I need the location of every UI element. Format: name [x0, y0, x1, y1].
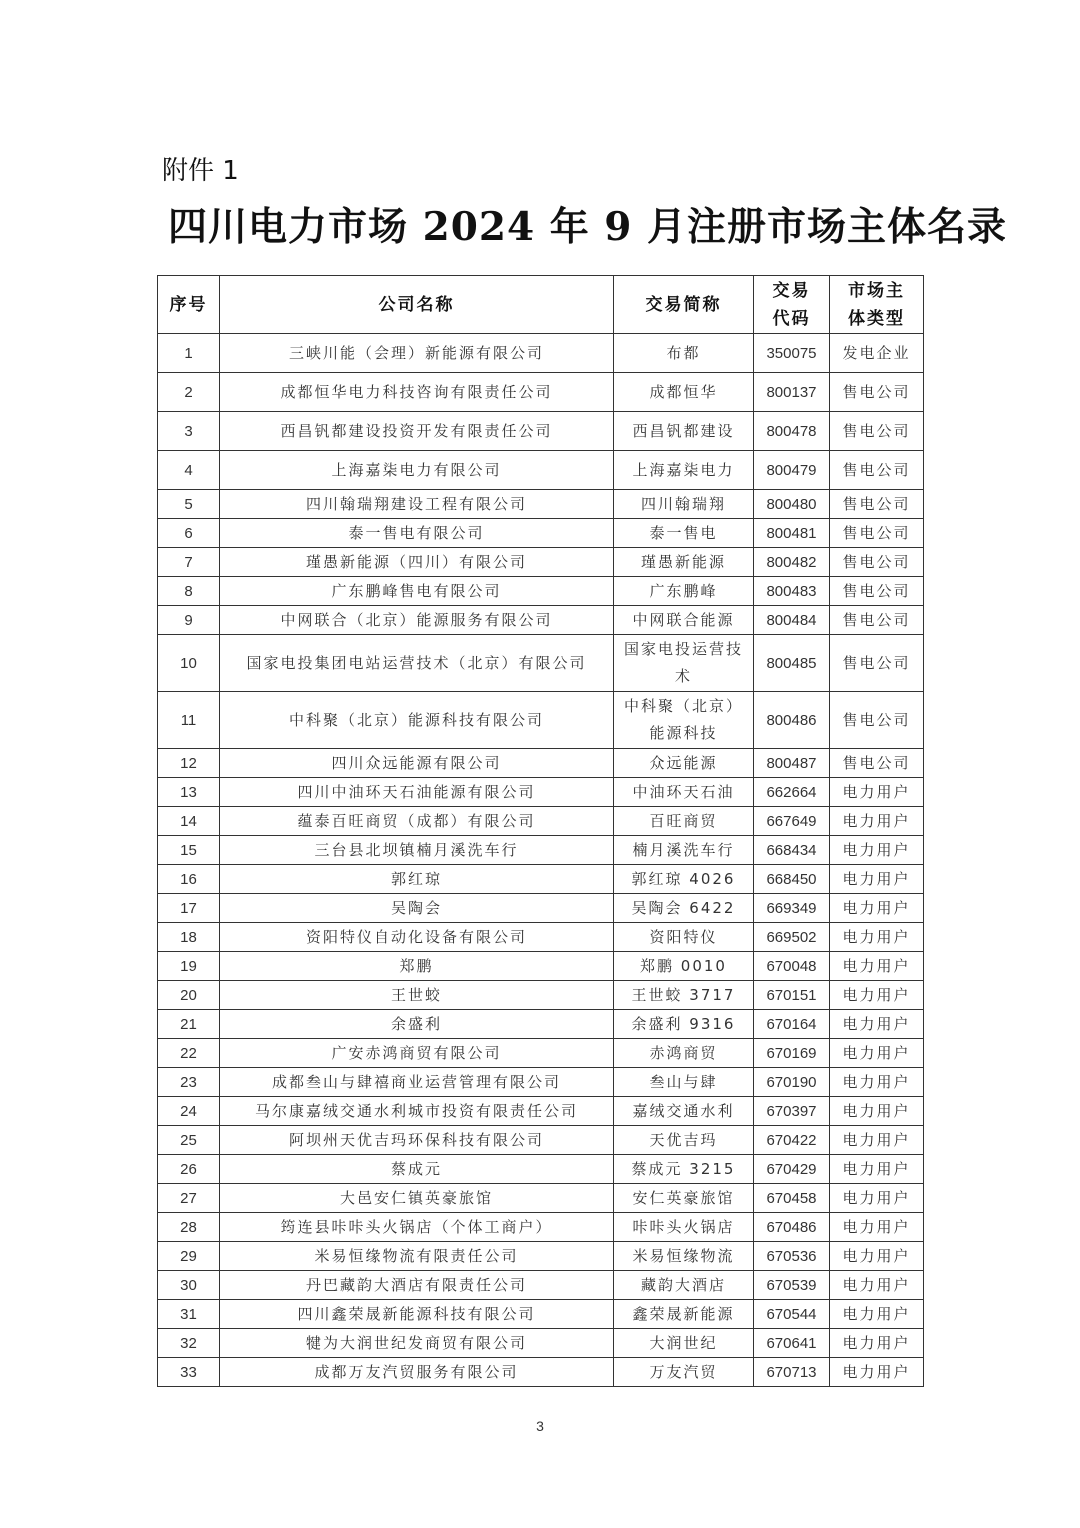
cell-company-name: 蕴泰百旺商贸（成都）有限公司 — [220, 807, 614, 836]
cell-short-name: 资阳特仪 — [614, 923, 754, 952]
cell-short-name: 万友汽贸 — [614, 1358, 754, 1387]
cell-type: 售电公司 — [830, 373, 924, 412]
table-row — [158, 1126, 924, 1155]
cell-code: 800137 — [754, 373, 830, 412]
cell-company-name: 蔡成元 — [220, 1155, 614, 1184]
cell-company-name: 四川众远能源有限公司 — [220, 749, 614, 778]
cell-code: 670539 — [754, 1271, 830, 1300]
header-seq: 序号 — [158, 276, 220, 334]
cell-short-name: 安仁英豪旅馆 — [614, 1184, 754, 1213]
cell-short-name: 布都 — [614, 334, 754, 373]
cell-type: 电力用户 — [830, 981, 924, 1010]
cell-type: 电力用户 — [830, 1184, 924, 1213]
cell-code: 670536 — [754, 1242, 830, 1271]
cell-company-name: 大邑安仁镇英豪旅馆 — [220, 1184, 614, 1213]
cell-type: 售电公司 — [830, 606, 924, 635]
cell-company-name: 瑾愚新能源（四川）有限公司 — [220, 548, 614, 577]
cell-code: 670397 — [754, 1097, 830, 1126]
cell-company-name: 丹巴藏韵大酒店有限责任公司 — [220, 1271, 614, 1300]
cell-company-name: 犍为大润世纪发商贸有限公司 — [220, 1329, 614, 1358]
cell-short-name: 瑾愚新能源 — [614, 548, 754, 577]
cell-code: 800484 — [754, 606, 830, 635]
cell-seq: 31 — [158, 1300, 220, 1329]
cell-short-name: 广东鹏峰 — [614, 577, 754, 606]
cell-code: 668434 — [754, 836, 830, 865]
cell-type: 售电公司 — [830, 548, 924, 577]
table-row — [158, 778, 924, 807]
cell-company-name: 上海嘉柒电力有限公司 — [220, 451, 614, 490]
cell-seq: 23 — [158, 1068, 220, 1097]
cell-company-name: 吴陶会 — [220, 894, 614, 923]
cell-type: 电力用户 — [830, 865, 924, 894]
cell-company-name: 筠连县咔咔头火锅店（个体工商户） — [220, 1213, 614, 1242]
table-row — [158, 635, 924, 692]
cell-type: 售电公司 — [830, 635, 924, 692]
cell-code: 800482 — [754, 548, 830, 577]
cell-type: 电力用户 — [830, 778, 924, 807]
cell-type: 电力用户 — [830, 1068, 924, 1097]
table-row — [158, 1184, 924, 1213]
cell-type: 电力用户 — [830, 1242, 924, 1271]
cell-short-name: 百旺商贸 — [614, 807, 754, 836]
table-row — [158, 334, 924, 373]
cell-seq: 33 — [158, 1358, 220, 1387]
cell-short-name: 中科聚（北京）能源科技 — [614, 692, 754, 749]
table-row — [158, 1097, 924, 1126]
cell-code: 670422 — [754, 1126, 830, 1155]
cell-code: 667649 — [754, 807, 830, 836]
cell-short-name: 上海嘉柒电力 — [614, 451, 754, 490]
cell-short-name: 泰一售电 — [614, 519, 754, 548]
cell-company-name: 郑鹏 — [220, 952, 614, 981]
cell-seq: 1 — [158, 334, 220, 373]
cell-short-name: 米易恒缘物流 — [614, 1242, 754, 1271]
table-row — [158, 749, 924, 778]
cell-code: 670458 — [754, 1184, 830, 1213]
cell-seq: 12 — [158, 749, 220, 778]
table-row — [158, 836, 924, 865]
cell-seq: 2 — [158, 373, 220, 412]
cell-company-name: 中科聚（北京）能源科技有限公司 — [220, 692, 614, 749]
cell-type: 电力用户 — [830, 1155, 924, 1184]
cell-type: 电力用户 — [830, 1358, 924, 1387]
cell-code: 670713 — [754, 1358, 830, 1387]
cell-code: 800486 — [754, 692, 830, 749]
cell-code: 800487 — [754, 749, 830, 778]
cell-short-name: 中油环天石油 — [614, 778, 754, 807]
cell-seq: 24 — [158, 1097, 220, 1126]
page-number: 3 — [536, 1418, 544, 1434]
cell-seq: 16 — [158, 865, 220, 894]
cell-short-name: 中网联合能源 — [614, 606, 754, 635]
cell-company-name: 成都万友汽贸服务有限公司 — [220, 1358, 614, 1387]
cell-company-name: 郭红琼 — [220, 865, 614, 894]
cell-type: 电力用户 — [830, 1213, 924, 1242]
cell-seq: 9 — [158, 606, 220, 635]
cell-company-name: 米易恒缘物流有限责任公司 — [220, 1242, 614, 1271]
cell-type: 电力用户 — [830, 1271, 924, 1300]
cell-code: 350075 — [754, 334, 830, 373]
table-row — [158, 1155, 924, 1184]
cell-type: 电力用户 — [830, 1329, 924, 1358]
cell-seq: 8 — [158, 577, 220, 606]
cell-short-name: 蔡成元 3215 — [614, 1155, 754, 1184]
cell-code: 670151 — [754, 981, 830, 1010]
table-row — [158, 865, 924, 894]
cell-type: 售电公司 — [830, 412, 924, 451]
cell-code: 800480 — [754, 490, 830, 519]
cell-short-name: 大润世纪 — [614, 1329, 754, 1358]
cell-seq: 17 — [158, 894, 220, 923]
page-title: 四川电力市场 2024 年 9 月注册市场主体名录 — [168, 204, 1007, 250]
cell-short-name: 王世蛟 3717 — [614, 981, 754, 1010]
cell-type: 电力用户 — [830, 923, 924, 952]
cell-seq: 26 — [158, 1155, 220, 1184]
cell-short-name: 四川翰瑞翔 — [614, 490, 754, 519]
cell-seq: 14 — [158, 807, 220, 836]
cell-company-name: 广安赤鸿商贸有限公司 — [220, 1039, 614, 1068]
cell-code: 670486 — [754, 1213, 830, 1242]
cell-short-name: 咔咔头火锅店 — [614, 1213, 754, 1242]
cell-company-name: 国家电投集团电站运营技术（北京）有限公司 — [220, 635, 614, 692]
cell-type: 电力用户 — [830, 836, 924, 865]
cell-type: 售电公司 — [830, 451, 924, 490]
cell-type: 电力用户 — [830, 1039, 924, 1068]
cell-company-name: 马尔康嘉绒交通水利城市投资有限责任公司 — [220, 1097, 614, 1126]
cell-seq: 3 — [158, 412, 220, 451]
cell-seq: 32 — [158, 1329, 220, 1358]
cell-type: 电力用户 — [830, 807, 924, 836]
cell-short-name: 嘉绒交通水利 — [614, 1097, 754, 1126]
cell-company-name: 三峡川能（会理）新能源有限公司 — [220, 334, 614, 373]
cell-company-name: 成都恒华电力科技咨询有限责任公司 — [220, 373, 614, 412]
cell-code: 800481 — [754, 519, 830, 548]
cell-type: 售电公司 — [830, 490, 924, 519]
cell-company-name: 王世蛟 — [220, 981, 614, 1010]
cell-type: 发电企业 — [830, 334, 924, 373]
cell-company-name: 泰一售电有限公司 — [220, 519, 614, 548]
table-row — [158, 1213, 924, 1242]
cell-seq: 10 — [158, 635, 220, 692]
cell-code: 670641 — [754, 1329, 830, 1358]
cell-seq: 19 — [158, 952, 220, 981]
cell-code: 662664 — [754, 778, 830, 807]
cell-short-name: 吴陶会 6422 — [614, 894, 754, 923]
cell-company-name: 三台县北坝镇楠月溪洗车行 — [220, 836, 614, 865]
cell-short-name: 赤鸿商贸 — [614, 1039, 754, 1068]
cell-code: 670429 — [754, 1155, 830, 1184]
table-row — [158, 451, 924, 490]
cell-code: 670190 — [754, 1068, 830, 1097]
cell-code: 670544 — [754, 1300, 830, 1329]
cell-seq: 21 — [158, 1010, 220, 1039]
table-row — [158, 952, 924, 981]
registry-table — [157, 275, 924, 1387]
cell-seq: 30 — [158, 1271, 220, 1300]
table-row — [158, 1010, 924, 1039]
header-trade-short-name: 交易简称 — [614, 276, 754, 334]
cell-short-name: 西昌钒都建设 — [614, 412, 754, 451]
cell-short-name: 郭红琼 4026 — [614, 865, 754, 894]
table-row — [158, 1300, 924, 1329]
cell-company-name: 阿坝州天优吉玛环保科技有限公司 — [220, 1126, 614, 1155]
cell-seq: 7 — [158, 548, 220, 577]
table-row — [158, 894, 924, 923]
cell-type: 电力用户 — [830, 1097, 924, 1126]
table-row — [158, 923, 924, 952]
cell-company-name: 西昌钒都建设投资开发有限责任公司 — [220, 412, 614, 451]
cell-company-name: 四川中油环天石油能源有限公司 — [220, 778, 614, 807]
cell-code: 670169 — [754, 1039, 830, 1068]
cell-type: 电力用户 — [830, 952, 924, 981]
cell-type: 售电公司 — [830, 577, 924, 606]
cell-short-name: 余盛利 9316 — [614, 1010, 754, 1039]
cell-type: 售电公司 — [830, 519, 924, 548]
cell-seq: 4 — [158, 451, 220, 490]
cell-seq: 15 — [158, 836, 220, 865]
cell-seq: 18 — [158, 923, 220, 952]
cell-type: 售电公司 — [830, 749, 924, 778]
attachment-label: 附件 1 — [162, 156, 239, 186]
header-company-name: 公司名称 — [220, 276, 614, 334]
table-row — [158, 1068, 924, 1097]
cell-short-name: 藏韵大酒店 — [614, 1271, 754, 1300]
cell-company-name: 成都叁山与肆禧商业运营管理有限公司 — [220, 1068, 614, 1097]
cell-type: 售电公司 — [830, 692, 924, 749]
cell-short-name: 天优吉玛 — [614, 1126, 754, 1155]
table-row — [158, 1271, 924, 1300]
cell-short-name: 成都恒华 — [614, 373, 754, 412]
table-row — [158, 807, 924, 836]
cell-short-name: 国家电投运营技术 — [614, 635, 754, 692]
cell-seq: 6 — [158, 519, 220, 548]
cell-seq: 25 — [158, 1126, 220, 1155]
cell-seq: 5 — [158, 490, 220, 519]
cell-company-name: 余盛利 — [220, 1010, 614, 1039]
table-row — [158, 1242, 924, 1271]
cell-seq: 11 — [158, 692, 220, 749]
cell-company-name: 资阳特仪自动化设备有限公司 — [220, 923, 614, 952]
cell-seq: 29 — [158, 1242, 220, 1271]
table-header-row — [158, 276, 924, 334]
table-row — [158, 548, 924, 577]
table-row — [158, 692, 924, 749]
cell-company-name: 中网联合（北京）能源服务有限公司 — [220, 606, 614, 635]
cell-seq: 28 — [158, 1213, 220, 1242]
cell-code: 800483 — [754, 577, 830, 606]
cell-code: 669349 — [754, 894, 830, 923]
table-row — [158, 373, 924, 412]
cell-type: 电力用户 — [830, 1126, 924, 1155]
table-row — [158, 1358, 924, 1387]
cell-type: 电力用户 — [830, 894, 924, 923]
cell-company-name: 四川翰瑞翔建设工程有限公司 — [220, 490, 614, 519]
cell-company-name: 广东鹏峰售电有限公司 — [220, 577, 614, 606]
table-row — [158, 577, 924, 606]
cell-code: 669502 — [754, 923, 830, 952]
cell-seq: 13 — [158, 778, 220, 807]
table-row — [158, 519, 924, 548]
cell-seq: 27 — [158, 1184, 220, 1213]
table-row — [158, 1039, 924, 1068]
cell-code: 800478 — [754, 412, 830, 451]
cell-short-name: 鑫荣晟新能源 — [614, 1300, 754, 1329]
table-row — [158, 412, 924, 451]
cell-code: 800485 — [754, 635, 830, 692]
cell-code: 800479 — [754, 451, 830, 490]
cell-code: 670048 — [754, 952, 830, 981]
cell-code: 670164 — [754, 1010, 830, 1039]
table-row — [158, 606, 924, 635]
cell-short-name: 楠月溪洗车行 — [614, 836, 754, 865]
table-body — [158, 334, 924, 1387]
cell-short-name: 众远能源 — [614, 749, 754, 778]
table-row — [158, 1329, 924, 1358]
header-entity-type: 市场主体类型 — [830, 276, 924, 334]
cell-short-name: 郑鹏 0010 — [614, 952, 754, 981]
table-row — [158, 981, 924, 1010]
cell-company-name: 四川鑫荣晟新能源科技有限公司 — [220, 1300, 614, 1329]
cell-code: 668450 — [754, 865, 830, 894]
cell-type: 电力用户 — [830, 1300, 924, 1329]
cell-type: 电力用户 — [830, 1010, 924, 1039]
header-trade-code: 交易代码 — [754, 276, 830, 334]
cell-seq: 22 — [158, 1039, 220, 1068]
cell-short-name: 叁山与肆 — [614, 1068, 754, 1097]
table-row — [158, 490, 924, 519]
cell-seq: 20 — [158, 981, 220, 1010]
